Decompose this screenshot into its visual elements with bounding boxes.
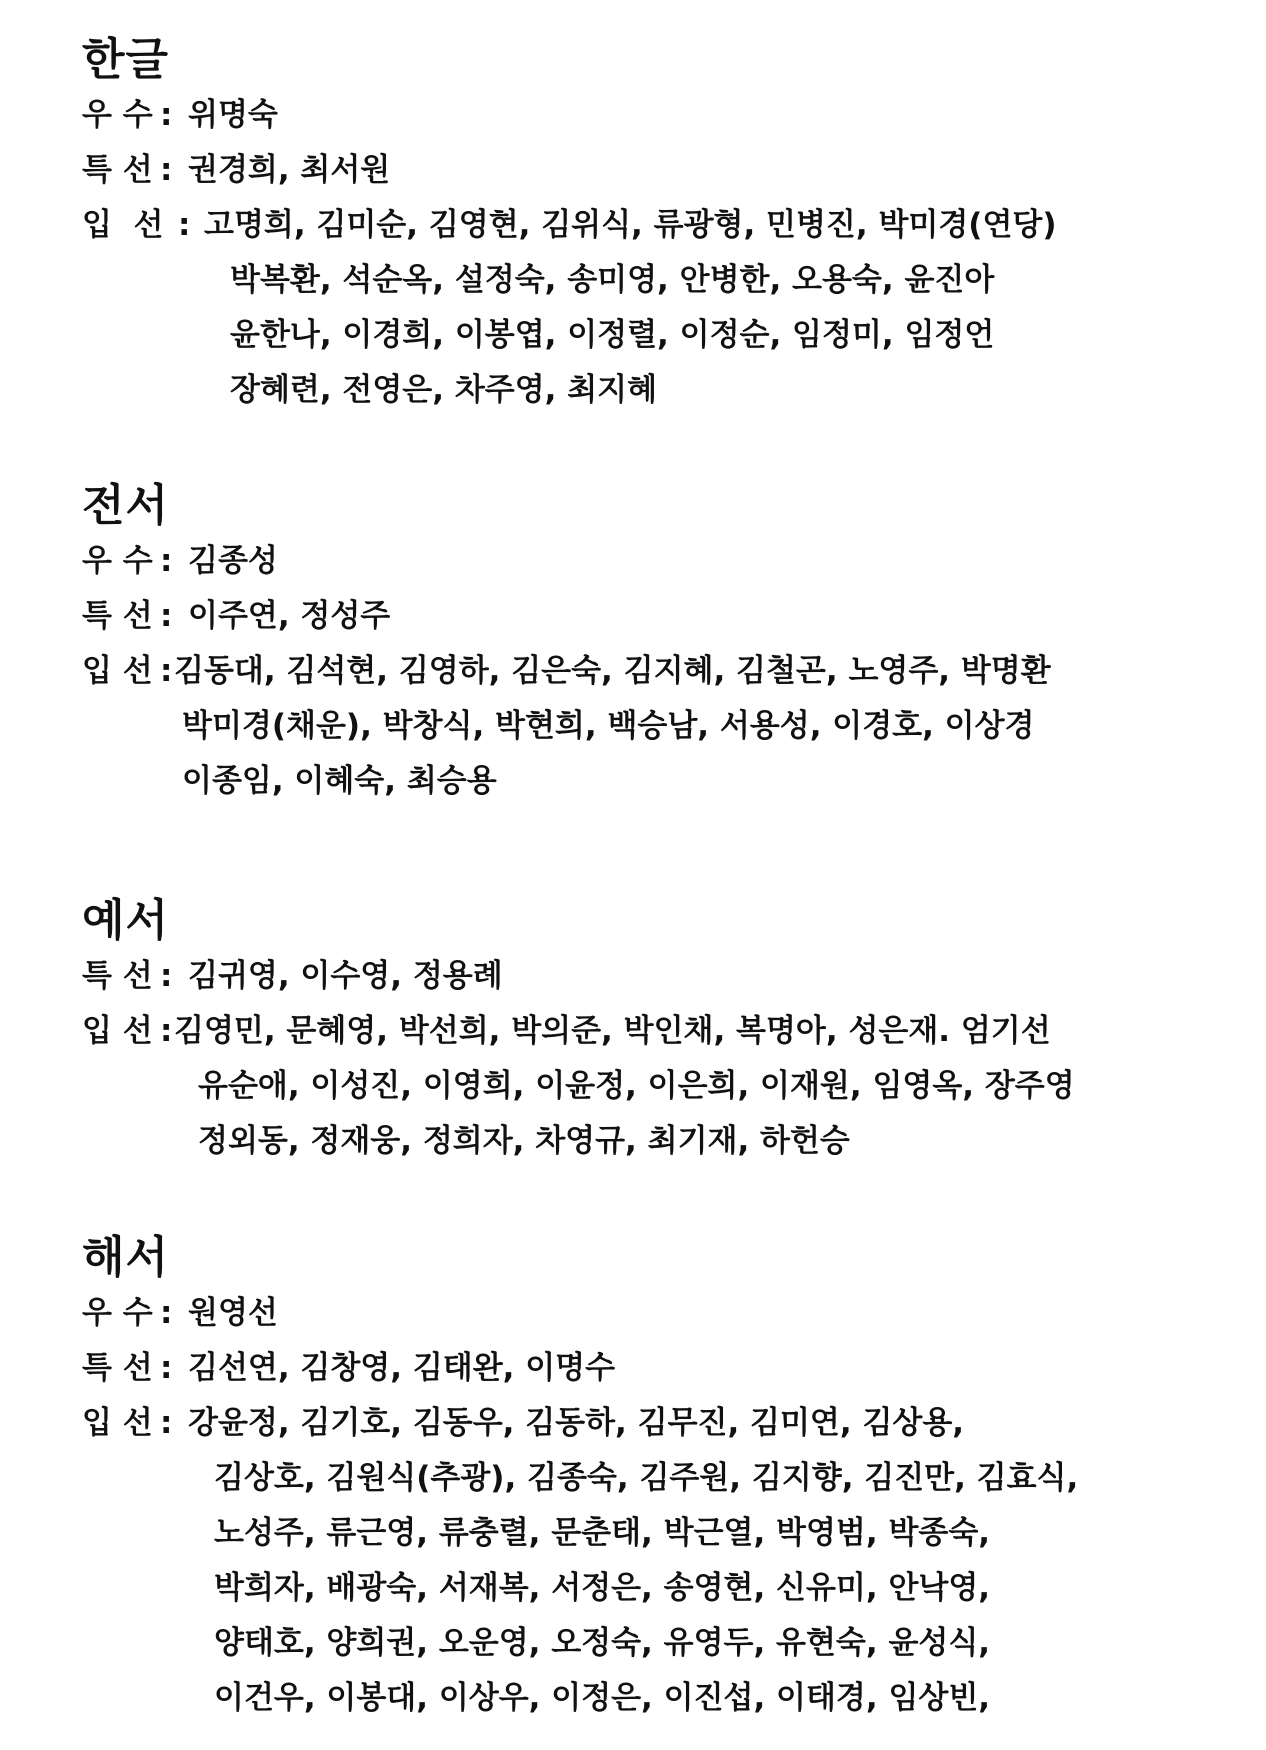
award-label: 우 수 <box>82 97 153 133</box>
section-jeonseo <box>82 478 1202 809</box>
award-row-excellent <box>82 88 1202 143</box>
award-row-special <box>82 589 1202 644</box>
continuation-line: 윤한나, 이경희, 이봉엽, 이정렬, 이정순, 임정미, 임정언 <box>230 317 995 353</box>
continuation-line: 이건우, 이봉대, 이상우, 이정은, 이진섭, 이태경, 임상빈, <box>214 1680 991 1716</box>
continuation-line: 이종임, 이혜숙, 최승용 <box>182 763 497 799</box>
award-row-special <box>82 1341 1202 1396</box>
award-label: 우 수 <box>82 543 153 579</box>
award-names: 고명희, 김미순, 김영현, 김위식, 류광형, 민병진, 박미경(연당) <box>204 207 1057 243</box>
award-names: 원영선 <box>188 1295 278 1331</box>
colon: : <box>160 598 173 634</box>
colon: : <box>160 1350 173 1386</box>
award-label: 특 선 <box>82 152 153 188</box>
award-label: 특 선 <box>82 598 153 634</box>
section-title: 해서 <box>82 1232 170 1283</box>
award-row-special <box>82 143 1202 198</box>
colon: : <box>160 653 173 689</box>
continuation-line: 정외동, 정재웅, 정희자, 차영규, 최기재, 하헌승 <box>198 1123 850 1159</box>
award-row-selected <box>82 198 1202 253</box>
continuation-line: 박복환, 석순옥, 설정숙, 송미영, 안병한, 오용숙, 윤진아 <box>230 262 995 298</box>
award-label: 우 수 <box>82 1295 153 1331</box>
colon: : <box>160 1013 173 1049</box>
award-row-excellent <box>82 534 1202 589</box>
award-row-excellent <box>82 1286 1202 1341</box>
award-label: 특 선 <box>82 1350 153 1386</box>
continuation-line: 노성주, 류근영, 류충렬, 문춘태, 박근열, 박영범, 박종숙, <box>214 1515 991 1551</box>
award-names: 김종성 <box>188 543 278 579</box>
colon: : <box>160 97 173 133</box>
award-names: 위명숙 <box>188 97 278 133</box>
award-names: 김선연, 김창영, 김태완, 이명수 <box>188 1350 616 1386</box>
award-label: 입 선 <box>82 1405 153 1441</box>
colon: : <box>160 543 173 579</box>
section-title: 전서 <box>82 480 170 531</box>
section-title: 예서 <box>82 895 170 946</box>
continuation-line: 유순애, 이성진, 이영희, 이윤정, 이은희, 이재원, 임영옥, 장주영 <box>198 1068 1075 1104</box>
award-names: 권경희, 최서원 <box>188 152 391 188</box>
award-names: 강윤정, 김기호, 김동우, 김동하, 김무진, 김미연, 김상용, <box>188 1405 965 1441</box>
colon: : <box>178 207 191 243</box>
award-row-selected <box>82 1004 1202 1059</box>
continuation-line: 박미경(채운), 박창식, 박현희, 백승남, 서용성, 이경호, 이상경 <box>182 708 1035 744</box>
award-row-selected <box>82 1396 1202 1451</box>
award-names: 김영민, 문혜영, 박선희, 박의준, 박인채, 복명아, 성은재. 엄기선 <box>174 1013 1051 1049</box>
colon: : <box>160 152 173 188</box>
award-label: 특 선 <box>82 958 153 994</box>
section-hangul <box>82 32 1202 418</box>
colon: : <box>160 958 173 994</box>
award-names: 김동대, 김석현, 김영하, 김은숙, 김지혜, 김철곤, 노영주, 박명환 <box>174 653 1051 689</box>
award-row-selected <box>82 644 1202 699</box>
award-row-special <box>82 949 1202 1004</box>
award-names: 이주연, 정성주 <box>188 598 391 634</box>
continuation-line: 장혜련, 전영은, 차주영, 최지혜 <box>230 372 658 408</box>
award-label: 입 선 <box>82 1013 153 1049</box>
colon: : <box>160 1405 173 1441</box>
continuation-line: 김상호, 김원식(추광), 김종숙, 김주원, 김지향, 김진만, 김효식, <box>214 1460 1079 1496</box>
award-names: 김귀영, 이수영, 정용례 <box>188 958 503 994</box>
continuation-line: 양태호, 양희권, 오운영, 오정숙, 유영두, 유현숙, 윤성식, <box>214 1625 991 1661</box>
section-yeseo <box>82 893 1202 1169</box>
award-label: 입 선 <box>82 207 164 243</box>
colon: : <box>160 1295 173 1331</box>
section-haeseo <box>82 1230 1202 1726</box>
continuation-line: 박희자, 배광숙, 서재복, 서정은, 송영현, 신유미, 안낙영, <box>214 1570 991 1606</box>
award-label: 입 선 <box>82 653 153 689</box>
section-title: 한글 <box>82 34 170 85</box>
